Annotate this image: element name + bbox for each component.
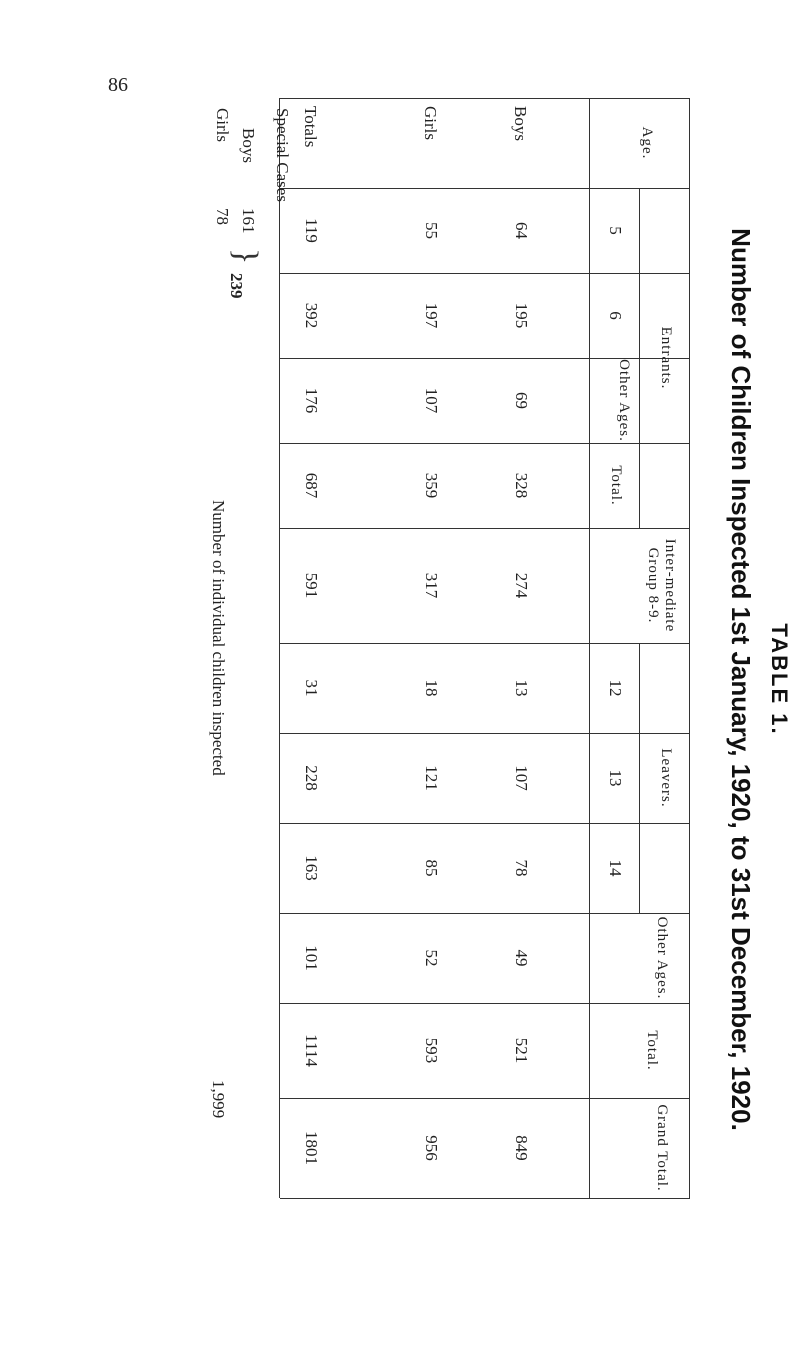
table-label: TABLE 1. (767, 623, 792, 736)
page-number: 86 (108, 74, 128, 96)
special-boys-value: 161 (239, 208, 258, 234)
group-entrants: Entrants. (658, 326, 674, 390)
table-cell: 176 (302, 387, 321, 414)
table-cell: 78 (512, 859, 531, 877)
table-cell: 64 (512, 222, 531, 239)
table-cell: 956 (422, 1135, 441, 1161)
col-leavers-total: Total. (644, 1030, 660, 1071)
table-cell: 107 (422, 387, 441, 414)
table-cell: 55 (422, 222, 441, 239)
table-cell: 31 (302, 679, 321, 697)
table-cell: 163 (302, 855, 321, 881)
col-leavers-other: Other Ages. (654, 916, 670, 1000)
table-cell: 107 (512, 765, 531, 791)
col-entrants-other: Other Ages. (616, 359, 632, 442)
table-cell: 591 (302, 572, 321, 599)
col-13: 13 (606, 769, 625, 787)
inspection-table (280, 98, 690, 1198)
group-intermediate: Inter-mediate Group 8-9. (645, 538, 678, 633)
table-cell: 228 (302, 765, 321, 791)
col-entrants-total: Total. (608, 465, 624, 506)
table-cell: 849 (512, 1135, 531, 1161)
col-grand-total: Grand Total. (654, 1104, 670, 1192)
col-5: 5 (606, 226, 625, 235)
table-cell: 359 (422, 472, 441, 499)
table-cell: 52 (422, 949, 441, 967)
col-12: 12 (606, 679, 625, 697)
table-cell: 521 (512, 1037, 531, 1064)
col-6: 6 (606, 311, 625, 320)
table-cell: 328 (512, 472, 531, 499)
table-cell: 274 (512, 572, 531, 599)
table-cell: 1114 (302, 1034, 321, 1067)
special-cases (132, 108, 292, 308)
age-header: Age. (639, 126, 655, 160)
special-girls-value: 78 (213, 208, 232, 225)
table-cell: 18 (422, 679, 441, 697)
table-cell: 687 (302, 472, 321, 499)
table-cell: 195 (512, 302, 531, 329)
brace-icon: } (227, 248, 264, 265)
table-cell: 69 (512, 392, 531, 409)
table-cell: 317 (422, 572, 441, 599)
table-cell: 119 (302, 218, 321, 243)
row-label-totals: Totals (301, 106, 320, 148)
group-leavers: Leavers. (658, 748, 674, 808)
special-total: 239 (227, 273, 246, 299)
special-girls-label: Girls (213, 108, 232, 142)
table-cell: 13 (512, 679, 531, 697)
table-cell: 121 (422, 765, 441, 791)
individual-value: 1,999 (209, 1080, 228, 1119)
individual-label: Number of individual children inspected (209, 500, 228, 776)
table-title: Number of Children Inspected 1st January, 1920, to 31st December, 1920. (726, 228, 756, 1131)
row-label-girls: Girls (421, 106, 440, 140)
table-cell: 392 (302, 302, 321, 329)
table-cell: 1801 (302, 1131, 321, 1165)
row-label-boys: Boys (511, 106, 530, 141)
table-cell: 197 (422, 302, 441, 329)
col-14: 14 (606, 859, 625, 877)
table-cell: 85 (422, 859, 441, 877)
special-boys-label: Boys (239, 128, 258, 163)
table-cell: 49 (512, 949, 531, 967)
special-cases-title: Special Cases (273, 108, 292, 202)
table-cell: 101 (302, 945, 321, 971)
table-cell: 593 (422, 1037, 441, 1064)
